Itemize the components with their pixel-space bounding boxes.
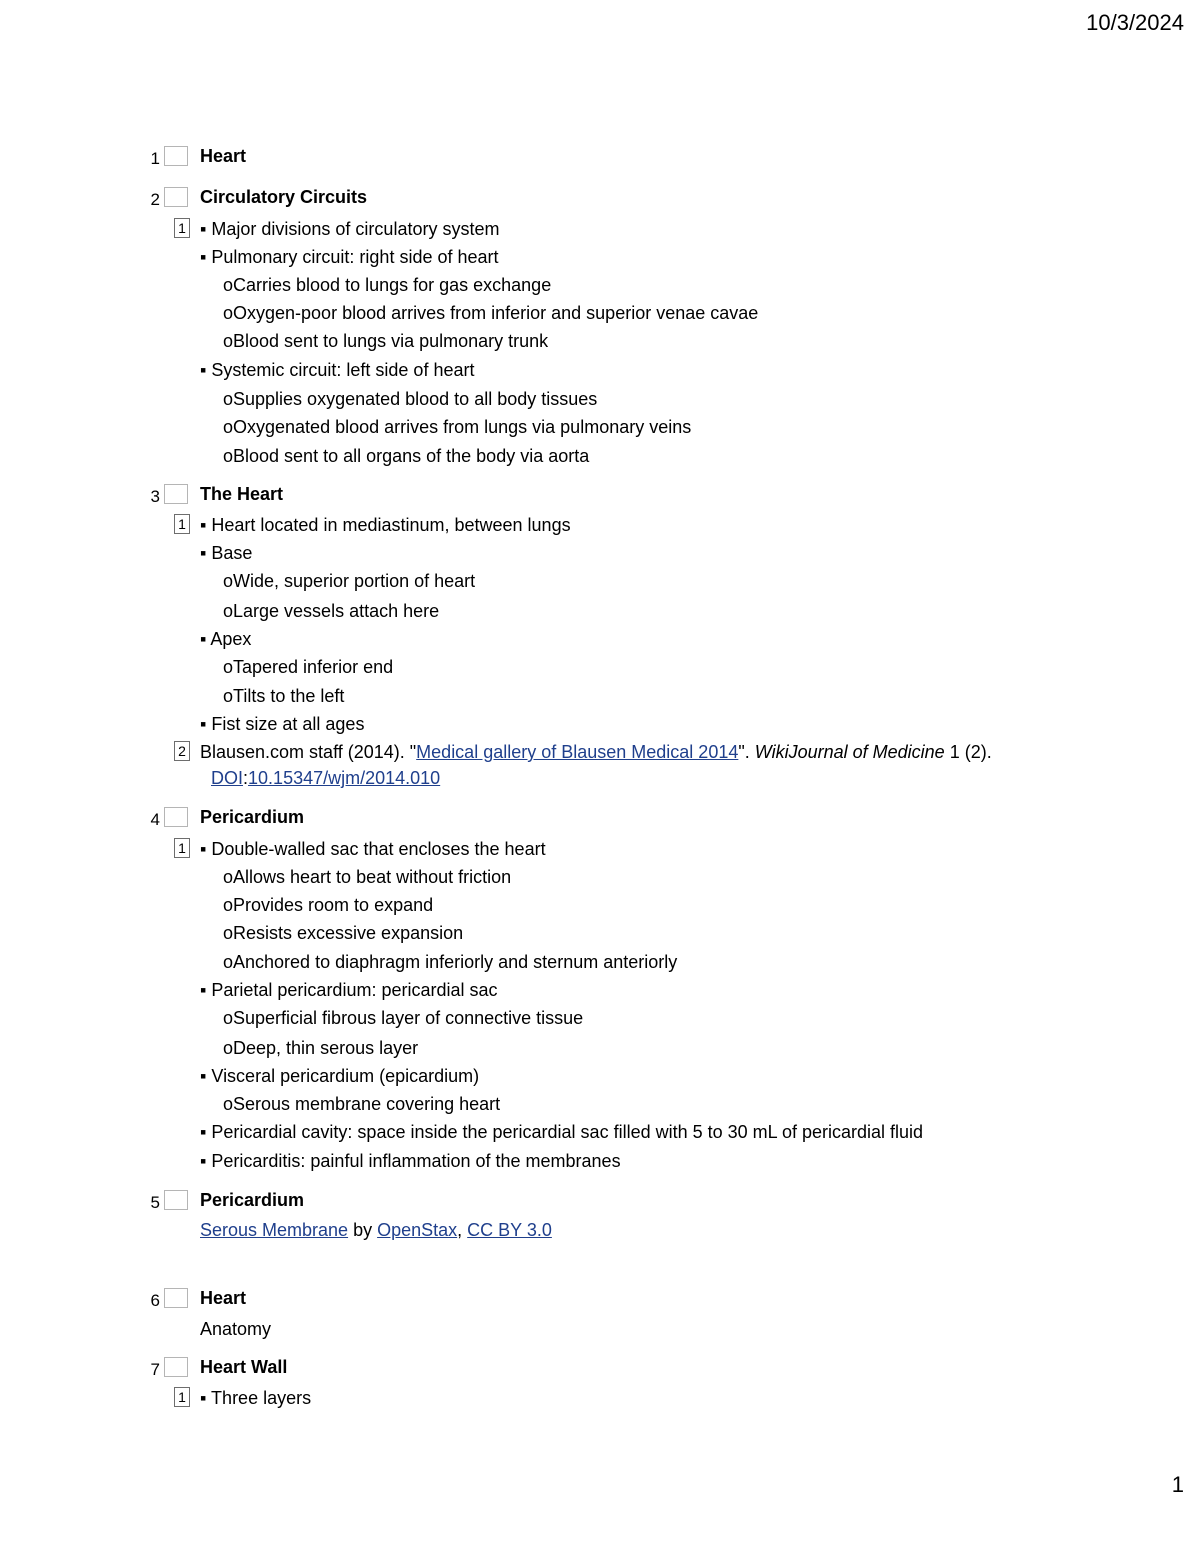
slide-title: Pericardium [200,1190,305,1210]
slide-title: The Heart [200,484,284,504]
slide-thumbnail[interactable] [164,1288,188,1308]
note-line: oSupplies oxygenated blood to all body tissues [223,389,598,409]
slide-title: Heart [200,146,247,166]
note-line: oSuperficial fibrous layer of connective tissue [223,1008,584,1028]
slide-number: 1 [150,149,160,168]
slide-number: 6 [150,1291,160,1310]
citation-prefix: Blausen.com staff (2014). " [200,742,417,762]
slide-number: 5 [150,1193,160,1212]
slide-thumbnail[interactable] [164,1190,188,1210]
slide-title: Circulatory Circuits [200,187,368,207]
page-number: 1 [1171,1472,1184,1497]
credit-author-link[interactable]: OpenStax [377,1220,458,1240]
note-line: oProvides room to expand [223,895,434,915]
slide-subtitle: Anatomy [200,1319,272,1339]
note-line: oTilts to the left [223,686,345,706]
slide-title: Heart [200,1288,247,1308]
slide-thumbnail[interactable] [164,484,188,504]
note-line: ▪ Three layers [200,1388,312,1408]
note-line: ▪ Fist size at all ages [200,714,365,734]
note-line: oLarge vessels attach here [223,601,440,621]
doi-separator: : [243,768,249,788]
note-line: oDeep, thin serous layer [223,1038,419,1058]
slide-thumbnail[interactable] [164,1357,188,1377]
note-line: oSerous membrane covering heart [223,1094,501,1114]
slide-thumbnail[interactable] [164,187,188,207]
note-line: oBlood sent to all organs of the body via aorta [223,446,590,466]
note-line: oBlood sent to lungs via pulmonary trunk [223,331,549,351]
note-line: oOxygenated blood arrives from lungs via pulmonary veins [223,417,692,437]
slide-title: Heart Wall [200,1357,288,1377]
note-line: ▪ Double-walled sac that encloses the heart [200,839,546,859]
note-line: ▪ Pericarditis: painful inflammation of the membranes [200,1151,621,1171]
note-line: ▪ Pulmonary circuit: right side of heart [200,247,499,267]
credit-by: by [348,1220,378,1240]
note-number-box: 1 [174,218,190,238]
credit-license-link[interactable]: CC BY 3.0 [467,1220,552,1240]
citation-journal: WikiJournal of Medicine [754,742,945,762]
note-line: oCarries blood to lungs for gas exchange [223,275,552,295]
note-line: ▪ Parietal pericardium: pericardial sac [200,980,498,1000]
slide-number: 3 [150,487,160,506]
note-line: ▪ Major divisions of circulatory system [200,219,500,239]
note-line: oAllows heart to beat without friction [223,867,512,887]
slide-title: Pericardium [200,807,305,827]
note-number-box: 1 [174,838,190,858]
image-credit [200,1220,552,1241]
citation-link[interactable]: Medical gallery of Blausen Medical 2014 [416,742,739,762]
credit-work-link[interactable]: Serous Membrane [200,1220,349,1240]
credit-separator: , [457,1220,468,1240]
citation-line [200,742,992,763]
note-line: oTapered inferior end [223,657,394,677]
note-line: oOxygen-poor blood arrives from inferior and superior venae cavae [223,303,759,323]
doi-value-link[interactable]: 10.15347/wjm/2014.010 [248,768,441,788]
citation-doi-line [211,768,440,789]
note-line: ▪ Systemic circuit: left side of heart [200,360,475,380]
note-line: ▪ Visceral pericardium (epicardium) [200,1066,480,1086]
slide-number: 4 [150,810,160,829]
doi-label-link[interactable]: DOI [211,768,244,788]
note-line: oWide, superior portion of heart [223,571,476,591]
note-line: oResists excessive expansion [223,923,464,943]
note-line: ▪ Heart located in mediastinum, between lungs [200,515,571,535]
citation-mid: ". [738,742,755,762]
note-number-box: 1 [174,514,190,534]
note-number-box: 1 [174,1387,190,1407]
slide-thumbnail[interactable] [164,146,188,166]
citation-suffix: 1 (2). [944,742,992,762]
note-line: ▪ Pericardial cavity: space inside the pericardial sac filled with 5 to 30 mL of pericardial fluid [200,1122,924,1142]
slide-number: 7 [150,1360,160,1379]
note-line: ▪ Base [200,543,253,563]
header-date: 10/3/2024 [1086,10,1184,35]
slide-thumbnail[interactable] [164,807,188,827]
note-number-box: 2 [174,741,190,761]
slide-number: 2 [150,190,160,209]
note-line: oAnchored to diaphragm inferiorly and sternum anteriorly [223,952,678,972]
note-line: ▪ Apex [200,629,252,649]
